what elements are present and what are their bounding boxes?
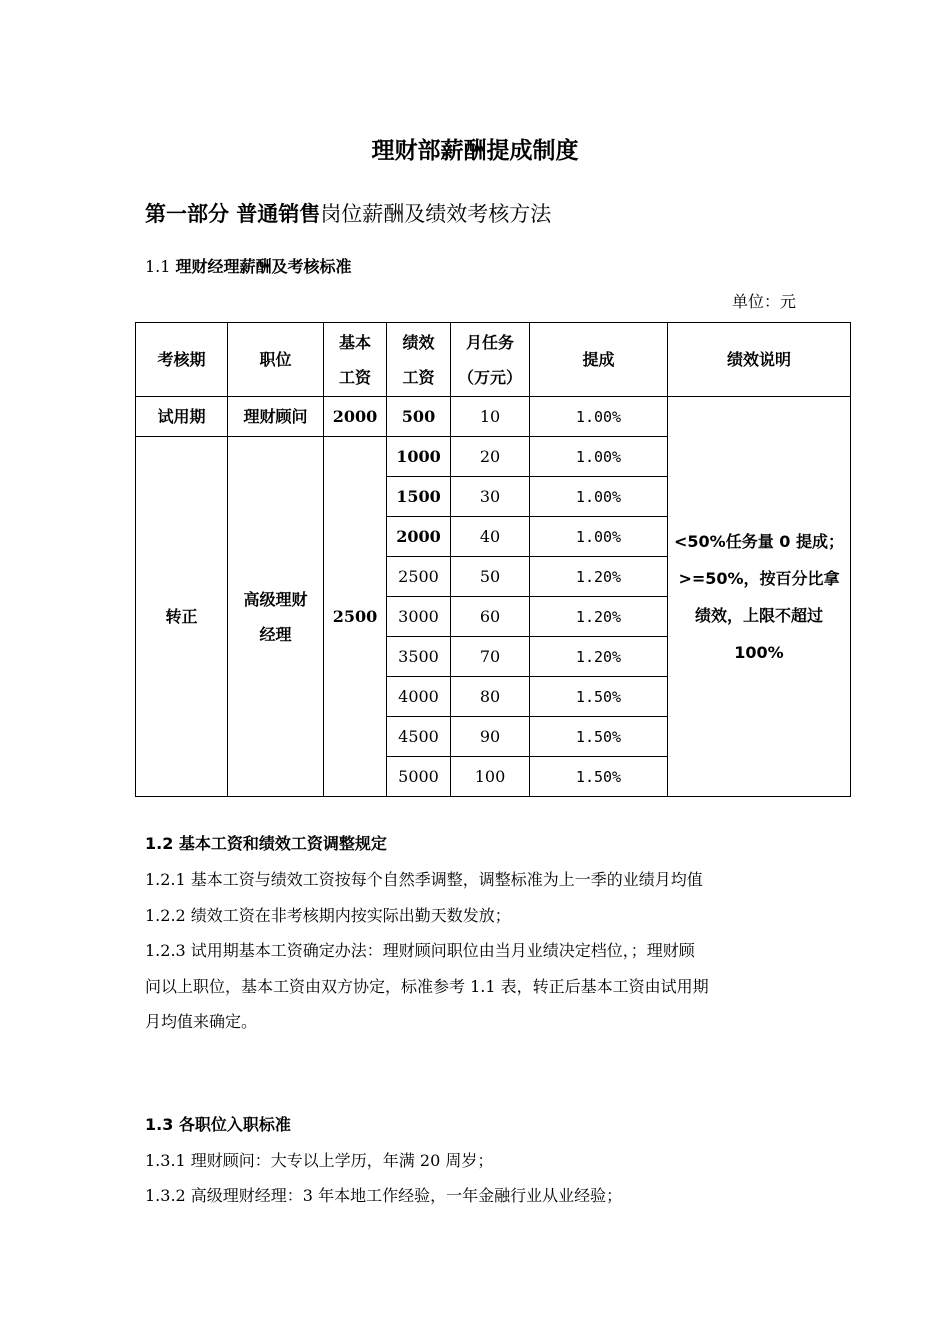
- perf-cell: 2000: [387, 517, 451, 557]
- perf-cell: 2500: [387, 557, 451, 597]
- header-performance-note: 绩效说明: [668, 323, 851, 397]
- task-cell: 20: [451, 437, 530, 477]
- header-commission: 提成: [530, 323, 668, 397]
- commission-cell: 1.00%: [530, 437, 668, 477]
- regular-period-cell: 转正: [136, 437, 228, 797]
- task-cell: 90: [451, 717, 530, 757]
- header-performance-salary: 绩效 工资: [387, 323, 451, 397]
- header-position: 职位: [228, 323, 324, 397]
- commission-cell: 1.20%: [530, 597, 668, 637]
- header-monthly-task: 月任务 （万元）: [451, 323, 530, 397]
- unit-label: 单位：元: [732, 292, 797, 311]
- task-cell: 50: [451, 557, 530, 597]
- part-heading-bold: 第一部分 普通销售: [145, 202, 321, 226]
- paragraph-line: 1.3.2 高级理财经理：3 年本地工作经验，一年金融行业从业经验；: [145, 1186, 623, 1205]
- paragraph-line: 1.2.2 绩效工资在非考核期内按实际出勤天数发放；: [145, 906, 511, 925]
- section-1-3-heading: 1.3 各职位入职标准: [145, 1115, 291, 1134]
- task-cell: 100: [451, 757, 530, 797]
- perf-cell: 3000: [387, 597, 451, 637]
- regular-position-cell: 高级理财 经理: [228, 437, 324, 797]
- salary-table: [135, 322, 851, 797]
- header-base-salary: 基本 工资: [324, 323, 387, 397]
- commission-cell: 1.20%: [530, 557, 668, 597]
- trial-period-cell: 试用期: [136, 397, 228, 437]
- note-line: 绩效，上限不超过: [694, 605, 823, 625]
- header-period: 考核期: [136, 323, 228, 397]
- commission-cell: 1.00%: [530, 477, 668, 517]
- trial-position-cell: 理财顾问: [228, 397, 324, 437]
- perf-cell: 3500: [387, 637, 451, 677]
- commission-cell: 1.00%: [530, 517, 668, 557]
- performance-note-cell: [668, 397, 851, 797]
- section-1-1-heading: [145, 254, 352, 277]
- table-header-row: [136, 323, 851, 397]
- task-cell: 30: [451, 477, 530, 517]
- paragraph-line: 1.3.1 理财顾问：大专以上学历，年满 20 周岁；: [145, 1151, 494, 1170]
- note-line: <50%任务量 0 提成；: [674, 531, 844, 551]
- task-cell: 80: [451, 677, 530, 717]
- section-1-1-title: 理财经理薪酬及考核标准: [175, 257, 352, 276]
- commission-cell: 1.20%: [530, 637, 668, 677]
- perf-cell: 1500: [387, 477, 451, 517]
- commission-cell: 1.50%: [530, 757, 668, 797]
- regular-base-cell: 2500: [324, 437, 387, 797]
- document-title: 理财部薪酬提成制度: [371, 138, 579, 164]
- commission-cell: 1.50%: [530, 717, 668, 757]
- table-row: [136, 397, 851, 437]
- perf-cell: 4500: [387, 717, 451, 757]
- paragraph-line: 1.2.3 试用期基本工资确定办法：理财顾问职位由当月业绩决定档位，；理财顾: [145, 941, 695, 960]
- trial-perf-cell: 500: [387, 397, 451, 437]
- trial-commission-cell: 1.00%: [530, 397, 668, 437]
- trial-base-cell: 2000: [324, 397, 387, 437]
- note-line: >=50%，按百分比拿: [678, 568, 840, 588]
- paragraph-line: 1.2.1 基本工资与绩效工资按每个自然季调整，调整标准为上一季的业绩月均值: [145, 870, 703, 889]
- perf-cell: 1000: [387, 437, 451, 477]
- task-cell: 70: [451, 637, 530, 677]
- perf-cell: 5000: [387, 757, 451, 797]
- trial-task-cell: 10: [451, 397, 530, 437]
- paragraph-line: 问以上职位，基本工资由双方协定，标准参考 1.1 表，转正后基本工资由试用期: [145, 977, 709, 996]
- paragraph-line: 月均值来确定。: [145, 1012, 258, 1031]
- task-cell: 40: [451, 517, 530, 557]
- task-cell: 60: [451, 597, 530, 637]
- part-heading-normal: 岗位薪酬及绩效考核方法: [320, 202, 552, 226]
- commission-cell: 1.50%: [530, 677, 668, 717]
- section-1-1-number: 1.1: [145, 257, 171, 276]
- part-heading: [145, 198, 551, 228]
- note-line: 100%: [734, 642, 784, 662]
- section-1-2-heading: 1.2 基本工资和绩效工资调整规定: [145, 834, 387, 853]
- perf-cell: 4000: [387, 677, 451, 717]
